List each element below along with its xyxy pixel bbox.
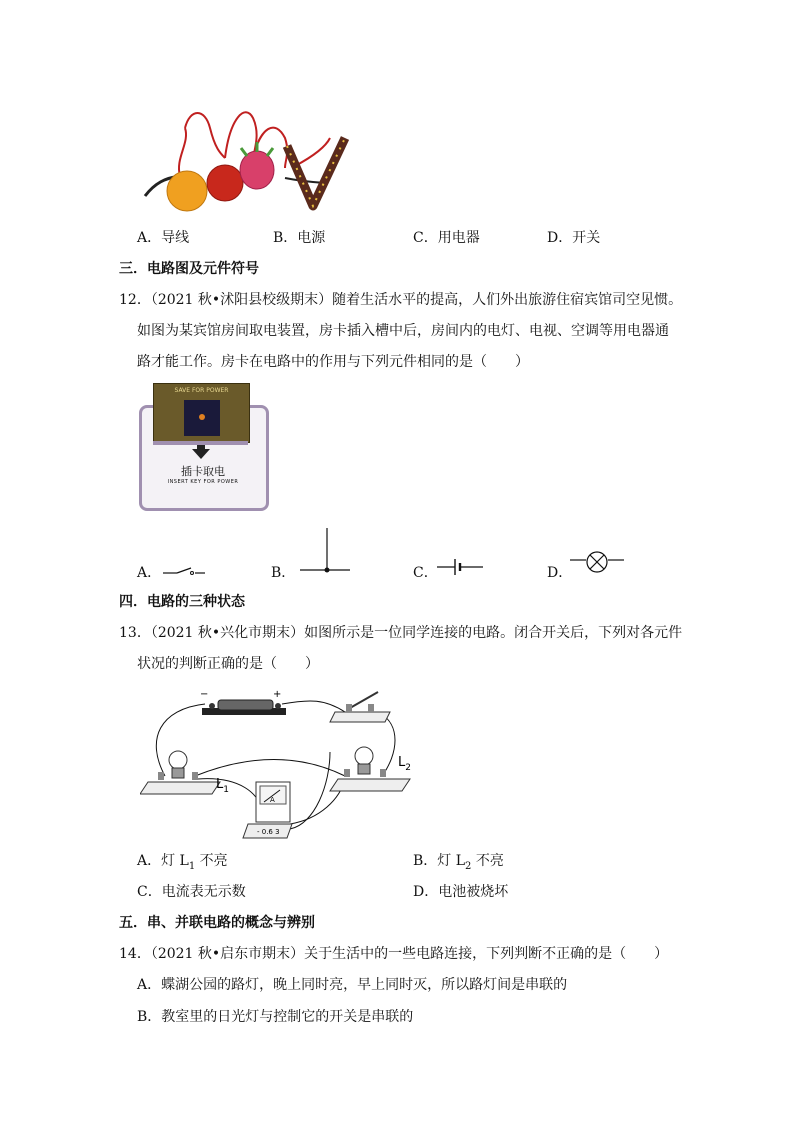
q12-stem-line-2: 如图为某宾馆房间取电装置，房卡插入槽中后，房间内的电灯、电视、空调等用电器通 bbox=[137, 323, 669, 339]
fruit-battery-figure bbox=[135, 98, 360, 218]
q12-option-c: C． bbox=[413, 565, 438, 581]
q12-option-a: A． bbox=[137, 565, 162, 581]
q14-stem: 14．（2021 秋•启东市期末）关于生活中的一些电路连接，下列判断不正确的是（ ） bbox=[119, 946, 669, 962]
label-l1: $L_1$ bbox=[216, 777, 229, 795]
orange-fruit bbox=[167, 171, 207, 211]
ammeter-scale: - 0.6 3 bbox=[257, 828, 280, 836]
q12-stem-line-3: 路才能工作。房卡在电路中的作用与下列元件相同的是（ ） bbox=[137, 354, 529, 370]
lamp-l2-base bbox=[330, 779, 410, 791]
q13-stem-line-1: 13．（2021 秋•兴化市期末）如图所示是一位同学连接的电路。闭合开关后，下列对各元件 bbox=[119, 625, 683, 641]
led-strip bbox=[287, 138, 345, 206]
q14-option-b: B．教室里的日光灯与控制它的开关是串联的 bbox=[137, 1009, 414, 1025]
q11-option-d: D．开关 bbox=[547, 230, 601, 246]
device-label: 插卡取电 bbox=[181, 465, 225, 478]
keycard-text: SAVE FOR POWER bbox=[174, 387, 229, 394]
section-heading-3: 三．电路图及元件符号 bbox=[119, 261, 259, 277]
q12-option-d: D． bbox=[547, 565, 573, 581]
knife-switch-base bbox=[330, 712, 390, 722]
device-sublabel: INSERT KEY FOR POWER bbox=[167, 479, 239, 485]
q14-option-a: A．蝶湖公园的路灯，晚上同时亮，早上同时灭，所以路灯间是串联的 bbox=[137, 977, 568, 993]
q12-option-b: B． bbox=[271, 565, 296, 581]
wire-junction-symbol bbox=[296, 528, 352, 576]
battery-symbol bbox=[437, 556, 485, 578]
battery-plus: + bbox=[273, 689, 282, 700]
q12-stem-line-1: 12．（2021 秋•沭阳县校级期末）随着生活水平的提高，人们外出旅游住宿宾馆司空见惯。 bbox=[119, 292, 683, 308]
lamp-l1-base bbox=[140, 782, 220, 794]
section-heading-4: 四．电路的三种状态 bbox=[119, 594, 245, 610]
q11-option-b: B．电源 bbox=[273, 230, 326, 246]
ammeter-label: A bbox=[270, 796, 275, 804]
q11-option-a: A．导线 bbox=[137, 230, 190, 246]
q13-option-d: D．电池被烧坏 bbox=[413, 884, 509, 900]
lamp-symbol bbox=[570, 549, 626, 575]
keycard-power-device bbox=[139, 383, 267, 509]
circuit-figure bbox=[140, 684, 420, 844]
section-heading-5: 五．串、并联电路的概念与辨别 bbox=[119, 915, 315, 931]
label-l2: $L_2$ bbox=[398, 755, 411, 773]
switch-symbol bbox=[163, 563, 207, 579]
battery-minus: − bbox=[200, 689, 209, 700]
pitaya-fruit bbox=[240, 151, 274, 189]
q13-option-b: B．灯 $L_2$ 不亮 bbox=[413, 853, 504, 872]
q13-option-c: C．电流表无示数 bbox=[137, 884, 246, 900]
q13-option-a: A．灯 $L_1$ 不亮 bbox=[137, 853, 228, 872]
q13-stem-line-2: 状况的判断正确的是（ ） bbox=[137, 656, 319, 672]
q11-option-c: C．用电器 bbox=[413, 230, 480, 246]
tomato-fruit bbox=[207, 165, 243, 201]
